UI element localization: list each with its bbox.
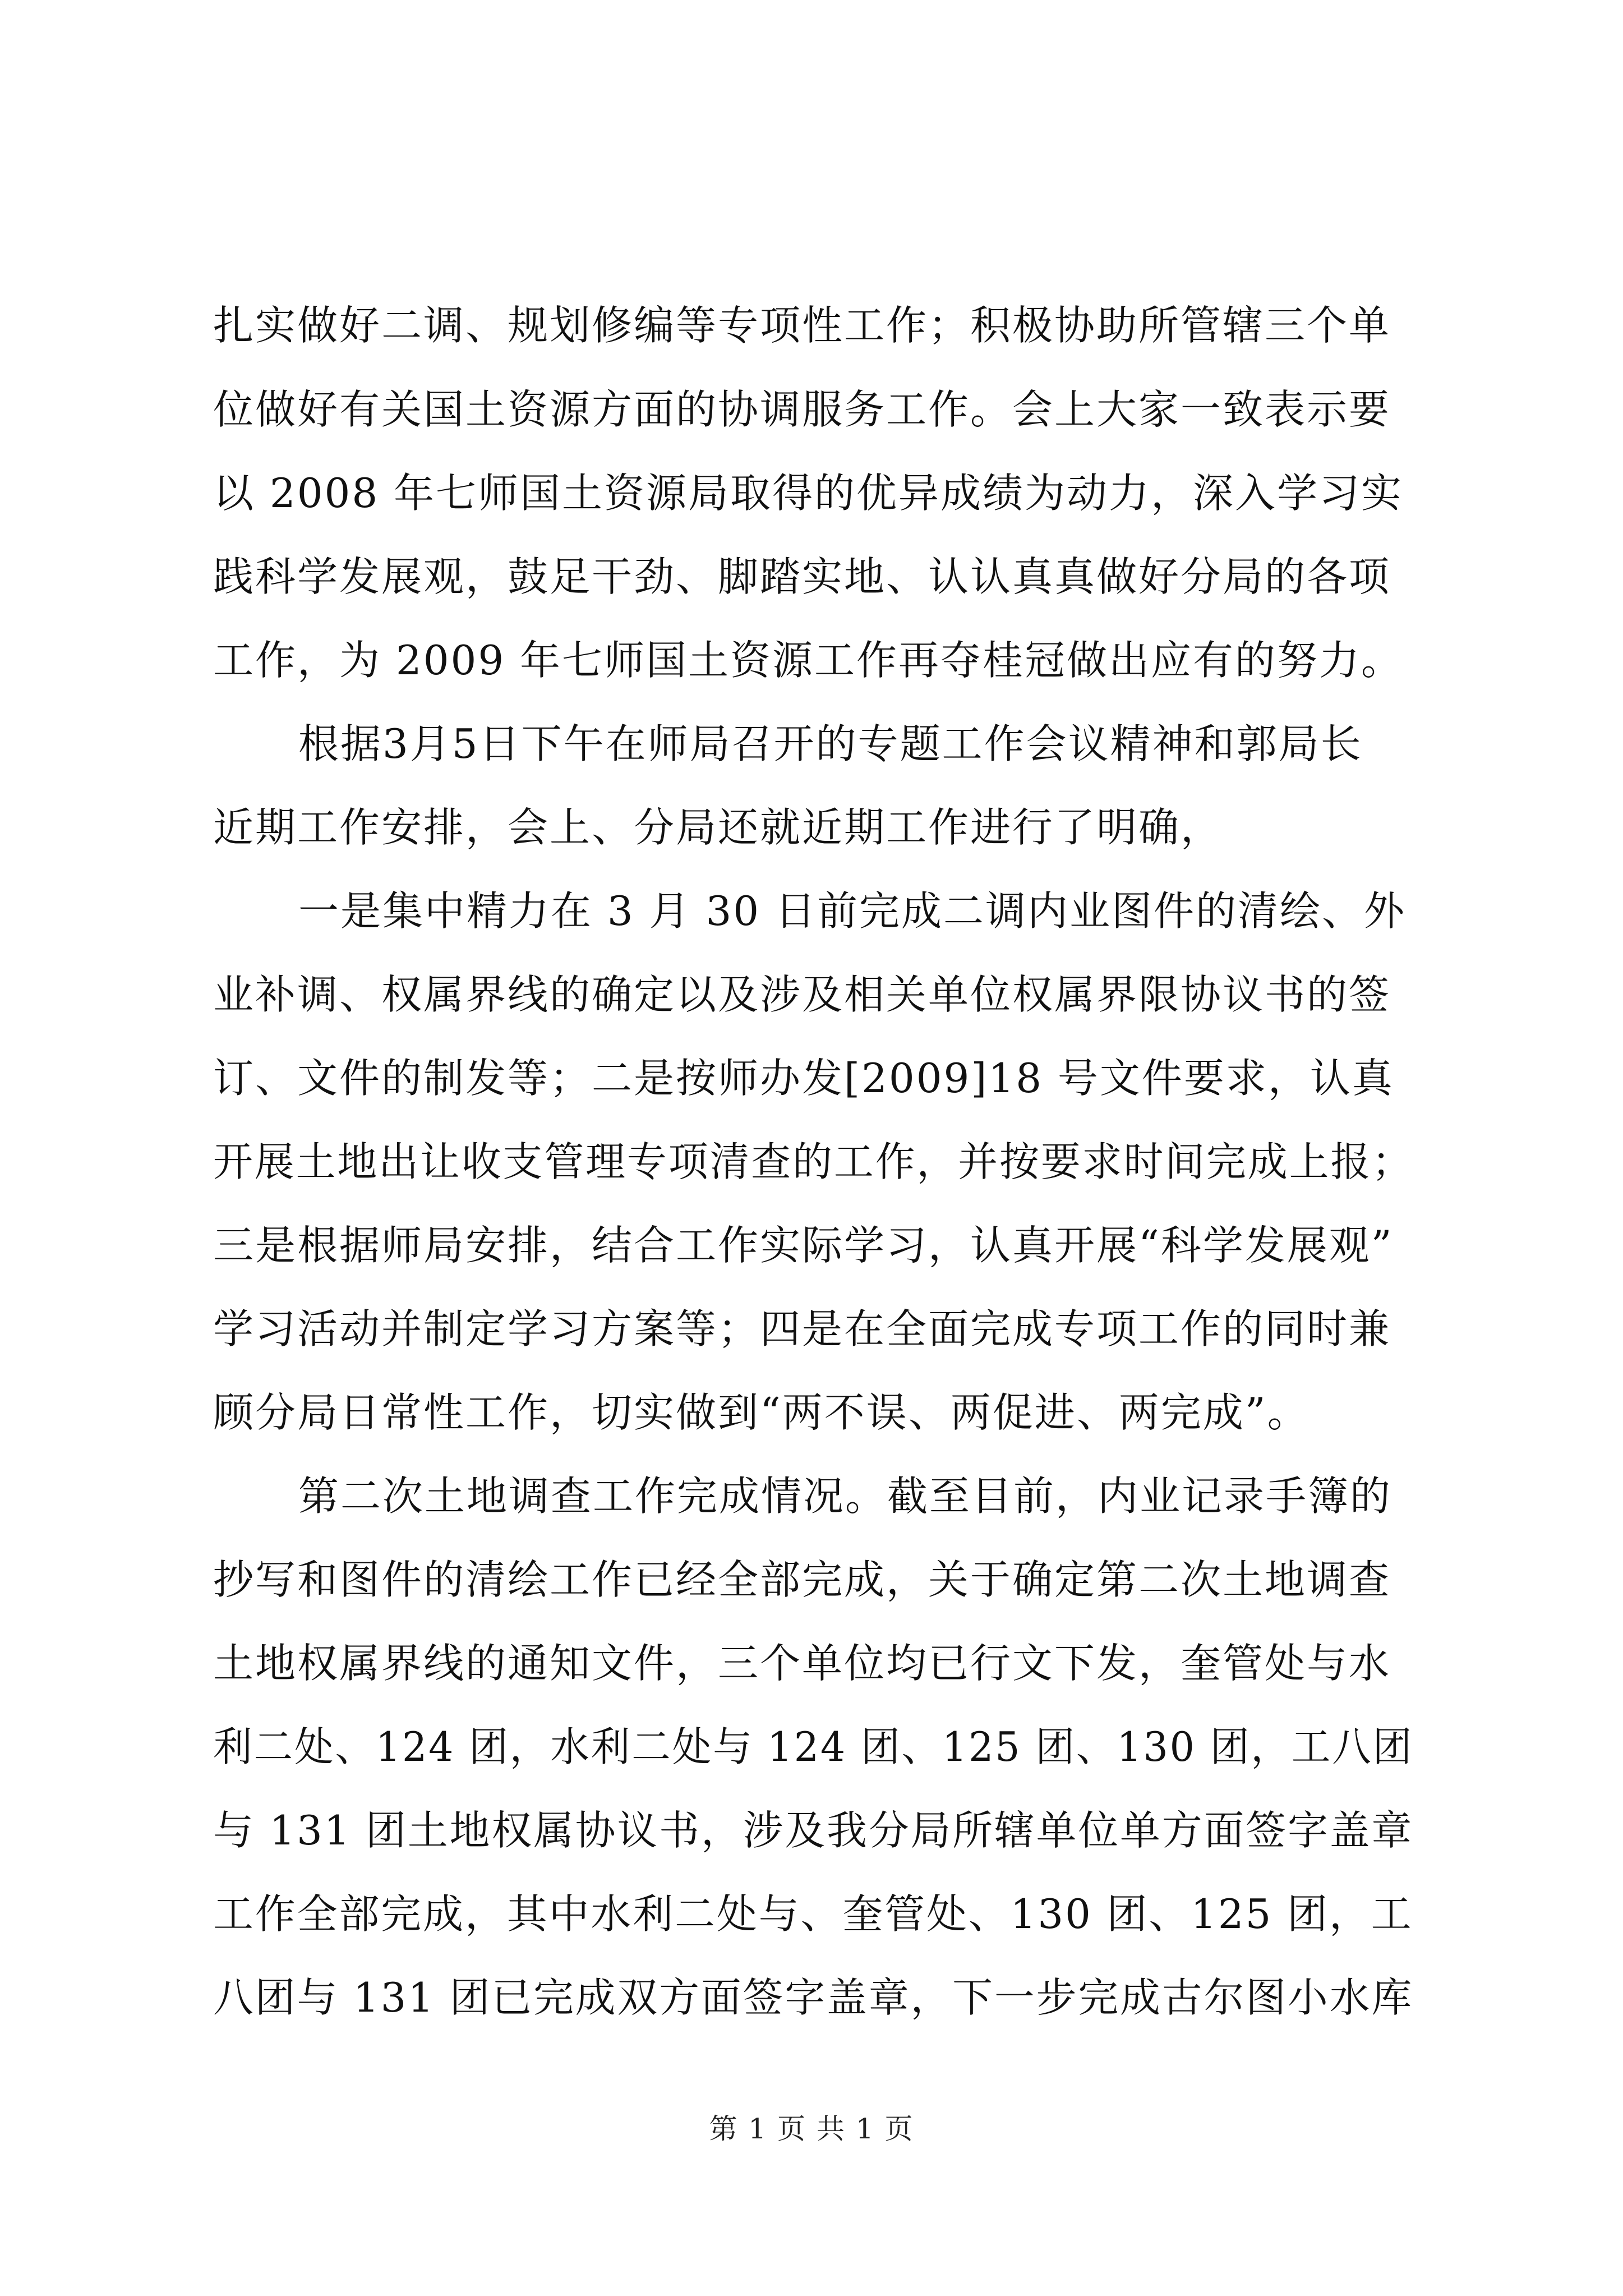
text-line-21: 八团与 131 团已完成双方面签字盖章，下一步完成古尔图小水库	[213, 1974, 1414, 2021]
text-line-20: 工作全部完成，其中水利二处与、奎管处、130 团、125 团，工	[213, 1890, 1413, 1938]
text-line-4: 践科学发展观，鼓足干劲、脚踏实地、认认真真做好分局的各项	[213, 553, 1391, 600]
text-line-3: 以 2008 年七师国土资源局取得的优异成绩为动力，深入学习实	[213, 470, 1404, 517]
text-line-10: 订、文件的制发等；二是按师办发[2009]18 号文件要求，认真	[213, 1055, 1394, 1102]
page-footer: 第 1 页 共 1 页	[709, 2113, 914, 2145]
text-line-9: 业补调、权属界线的确定以及涉及相关单位权属界限协议书的签	[213, 971, 1391, 1018]
text-line-19: 与 131 团土地权属协议书，涉及我分局所辖单位单方面签字盖章	[213, 1807, 1414, 1854]
text-line-15: 第二次土地调查工作完成情况。截至目前，内业记录手簿的	[298, 1473, 1393, 1520]
text-line-13: 学习活动并制定学习方案等；四是在全面完成专项工作的同时兼	[213, 1305, 1391, 1352]
text-line-2: 位做好有关国土资源方面的协调服务工作。会上大家一致表示要	[213, 386, 1391, 433]
text-line-16: 抄写和图件的清绘工作已经全部完成，关于确定第二次土地调查	[213, 1556, 1391, 1603]
text-line-1: 扎实做好二调、规划修编等专项性工作；积极协助所管辖三个单	[213, 302, 1391, 349]
text-line-14: 顾分局日常性工作，切实做到“两不误、两促进、两完成”。	[213, 1389, 1310, 1436]
text-line-11: 开展土地出让收支管理专项清查的工作，并按要求时间完成上报；	[213, 1138, 1414, 1185]
text-line-7: 近期工作安排，会上、分局还就近期工作进行了明确，	[213, 804, 1223, 851]
text-line-5: 工作，为 2009 年七师国土资源工作再夺桂冠做出应有的努力。	[213, 637, 1404, 684]
text-line-12: 三是根据师局安排，结合工作实际学习，认真开展“科学发展观”	[213, 1222, 1394, 1269]
text-line-8: 一是集中精力在 3 月 30 日前完成二调内业图件的清绘、外	[298, 887, 1406, 935]
text-line-18: 利二处、124 团，水利二处与 124 团、125 团、130 团，工八团	[213, 1723, 1414, 1770]
text-line-17: 土地权属界线的通知文件，三个单位均已行文下发，奎管处与水	[213, 1640, 1391, 1687]
text-line-6: 根据3月5日下午在师局召开的专题工作会议精神和郭局长	[298, 720, 1363, 767]
